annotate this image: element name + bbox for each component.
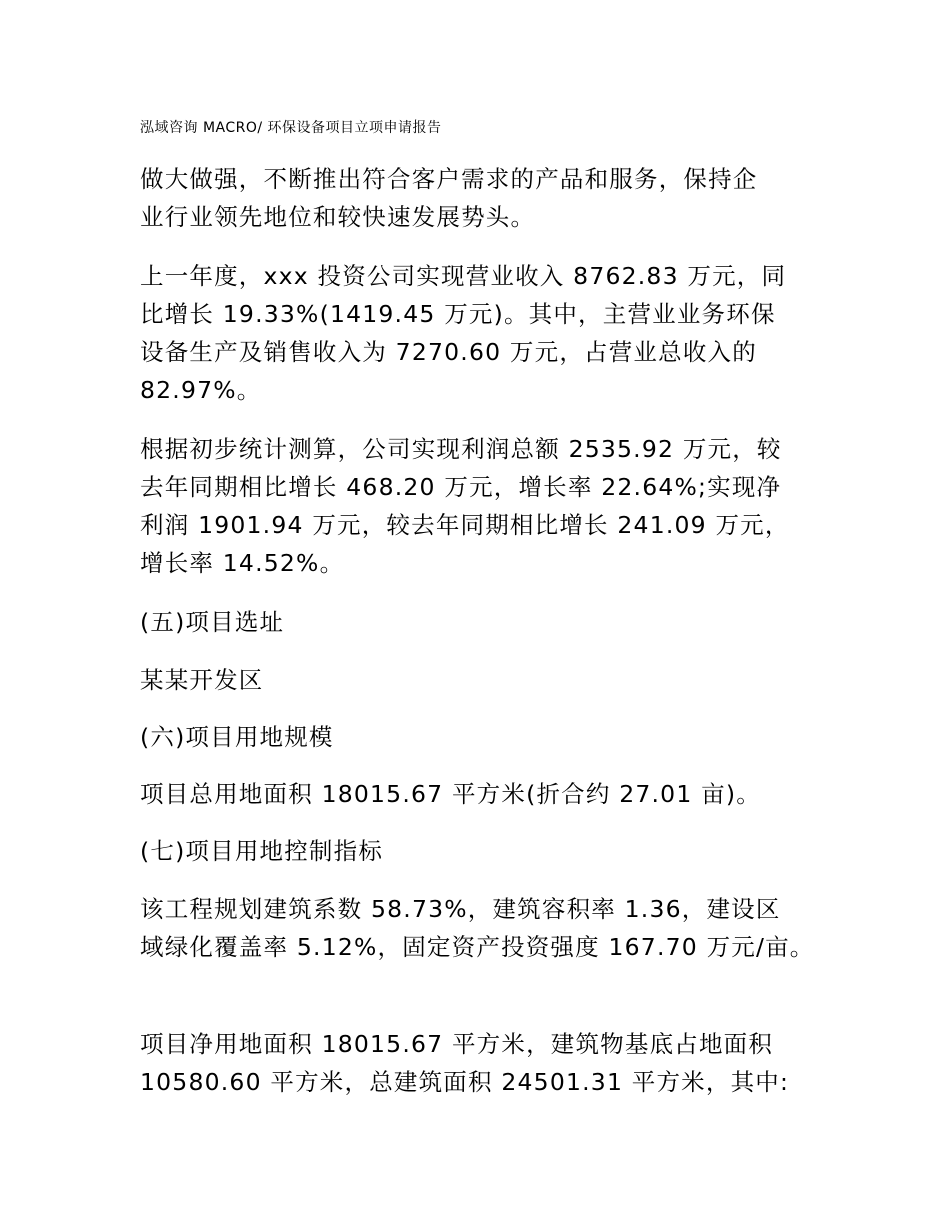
paragraph-building-indicators [140, 890, 830, 966]
text-line: 根据初步统计测算，公司实现利润总额 2535.92 万元，较 [140, 435, 782, 463]
paragraph-profit [140, 430, 830, 582]
text-line: 业行业领先地位和较快速发展势头。 [140, 203, 536, 231]
section-heading-site-selection [140, 603, 830, 641]
running-header: 泓域咨询 MACRO/ 环保设备项目立项申请报告 [140, 120, 442, 136]
text-line: 82.97%。 [140, 376, 262, 404]
text-line: 利润 1901.94 万元，较去年同期相比增长 241.09 万元， [140, 511, 790, 539]
section-heading-land-scale [140, 718, 830, 756]
text-line: 比增长 19.33%(1419.45 万元)。其中，主营业业务环保 [140, 300, 776, 328]
text-line: 该工程规划建筑系数 58.73%，建筑容积率 1.36，建设区 [140, 895, 781, 923]
text-line: 去年同期相比增长 468.20 万元，增长率 22.64%;实现净 [140, 473, 782, 501]
text-line: 增长率 14.52%。 [140, 549, 345, 577]
heading-line: (六)项目用地规模 [140, 723, 334, 751]
paragraph-site-location [140, 661, 830, 699]
text-line: 域绿化覆盖率 5.12%，固定资产投资强度 167.70 万元/亩。 [140, 933, 815, 961]
paragraph-company-strategy [140, 160, 830, 236]
text-line: 设备生产及销售收入为 7270.60 万元，占营业总收入的 [140, 338, 757, 366]
paragraph-revenue [140, 257, 830, 409]
section-heading-land-control-indicators [140, 832, 830, 870]
text-line: 某某开发区 [140, 666, 264, 694]
paragraph-net-land-area [140, 1025, 830, 1101]
text-line: 项目净用地面积 18015.67 平方米，建筑物基底占地面积 [140, 1030, 774, 1058]
text-line: 项目总用地面积 18015.67 平方米(折合约 27.01 亩)。 [140, 780, 761, 808]
heading-line: (七)项目用地控制指标 [140, 837, 384, 865]
paragraph-land-area [140, 775, 830, 813]
heading-line: (五)项目选址 [140, 608, 285, 636]
text-line: 做大做强，不断推出符合客户需求的产品和服务，保持企 [140, 165, 758, 193]
text-line: 上一年度，xxx 投资公司实现营业收入 8762.83 万元，同 [140, 262, 787, 290]
text-line: 10580.60 平方米，总建筑面积 24501.31 平方米，其中: [140, 1068, 790, 1096]
